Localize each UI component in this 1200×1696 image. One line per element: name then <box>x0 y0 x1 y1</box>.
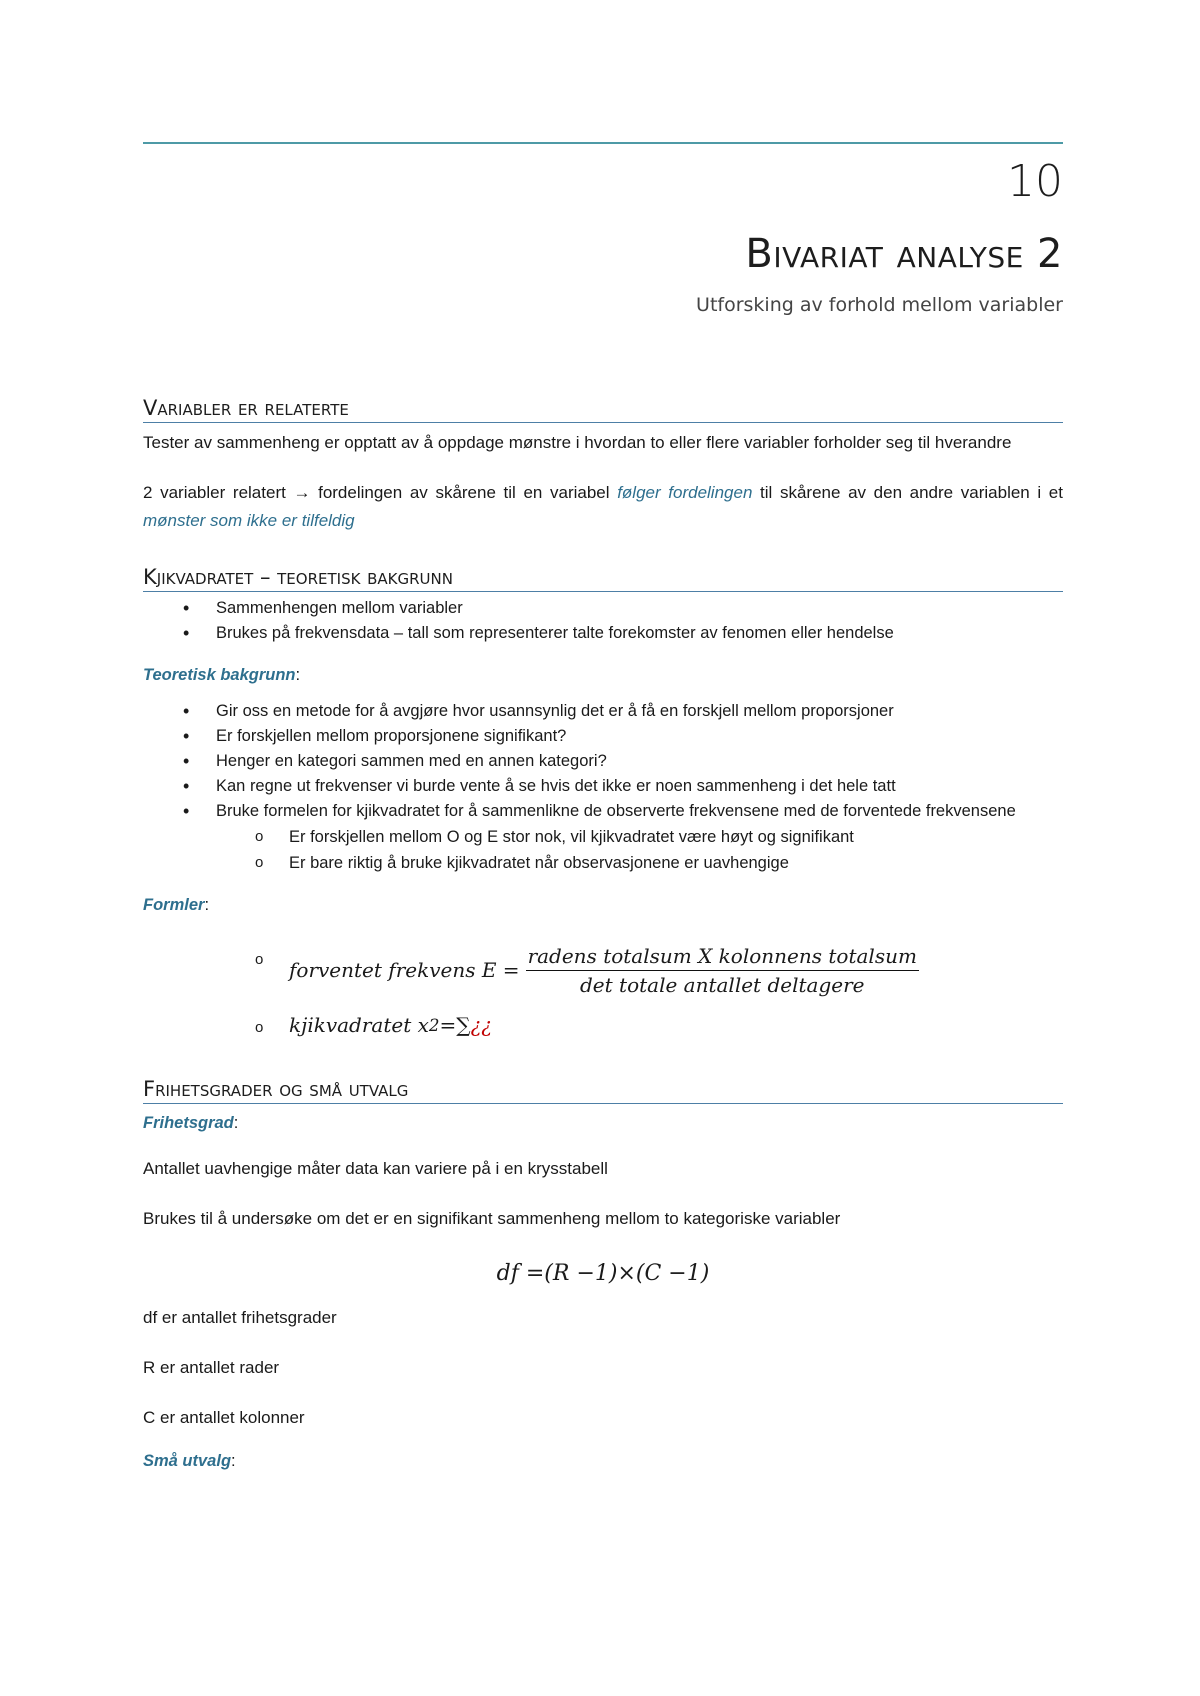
text-span: 2 variabler relatert → fordelingen av skårene til en variabel <box>143 483 618 502</box>
formula-broken-glyphs: ¿¿ <box>470 1013 493 1037</box>
list-item: • Sammenhengen mellom variabler <box>143 596 1063 621</box>
text-span: til skårene av den andre variablen i et <box>752 483 1063 502</box>
label-teoretisk-bakgrunn: Teoretisk bakgrunn: <box>143 666 301 684</box>
chapter-number: 10 <box>1007 156 1063 207</box>
formula-list <box>143 939 1063 1043</box>
label-text: Frihetsgrad <box>143 1114 234 1132</box>
paragraph-df: df er antallet frihetsgrader <box>143 1308 337 1327</box>
list-item: • Brukes på frekvensdata – tall som representerer talte forekomster av fenomen eller hendelse <box>143 621 1063 646</box>
paragraph-relatert <box>143 479 1063 535</box>
list-item: o Er bare riktig å bruke kjikvadratet når observasjonene er uavhengige <box>143 850 1063 876</box>
paragraph-c: C er antallet kolonner <box>143 1408 305 1427</box>
list-item: • Gir oss en metode for å avgjøre hvor usannsynlig det er å få en forskjell mellom proporsjoner <box>143 699 1063 724</box>
list-item: • Henger en kategori sammen med en annen kategori? <box>143 749 1063 774</box>
label-formler: Formler: <box>143 896 210 914</box>
paragraph-brukes: Brukes til å undersøke om det er en signifikant sammenheng mellom to kategoriske variabler <box>143 1209 841 1228</box>
emphasis-folger-fordelingen: følger fordelingen <box>617 483 753 502</box>
label-frihetsgrad: Frihetsgrad: <box>143 1114 239 1132</box>
list-item: • Kan regne ut frekvenser vi burde vente å se hvis det ikke er noen sammenheng i det hele tatt <box>143 774 1063 799</box>
sub-bullet-list <box>143 824 1063 876</box>
list-item: • Bruke formelen for kjikvadratet for å sammenlikne de observerte frekvensene med de forventede frekvensene <box>143 799 1063 824</box>
label-text: Små utvalg <box>143 1452 232 1470</box>
formula-sum: =∑ <box>439 1013 471 1037</box>
section-heading-variabler: Variabler er relaterte <box>143 396 1063 423</box>
formula-lhs: o kjikvadratet x <box>289 1013 429 1037</box>
fraction-denominator: det totale antallet deltagere <box>580 972 865 997</box>
list-item: o Er forskjellen mellom O og E stor nok, vil kjikvadratet være høyt og signifikant <box>143 824 1063 850</box>
page-content <box>143 142 1063 1485</box>
bullet-list <box>143 596 1063 646</box>
label-text: Formler <box>143 896 205 914</box>
label-text: Teoretisk bakgrunn <box>143 666 296 684</box>
label-sma-utvalg: Små utvalg: <box>143 1452 236 1470</box>
paragraph-antallet-uavhengige: Antallet uavhengige måter data kan variere på i en krysstabell <box>143 1159 608 1178</box>
top-rule <box>143 142 1063 144</box>
bullet-list <box>143 699 1063 824</box>
formula-kjikvadratet <box>143 1007 1063 1043</box>
emphasis-monster: mønster som ikke er tilfeldig <box>143 511 355 530</box>
fraction-numerator: radens totalsum X kolonnens totalsum <box>526 944 919 971</box>
paragraph-sammenheng: Tester av sammenheng er opptatt av å oppdage mønstre i hvordan to eller flere variabler forholder seg til hverandre <box>143 433 1012 452</box>
formula-forventet-frekvens <box>143 939 1063 1001</box>
section-heading-frihetsgrader: Frihetsgrader og små utvalg <box>143 1077 1063 1104</box>
section-heading-kjikvadratet: Kjikvadratet – teoretisk bakgrunn <box>143 565 1063 592</box>
formula-df: df =(R −1)×(C −1) <box>496 1261 710 1286</box>
formula-exponent: 2 <box>428 1015 440 1035</box>
list-item: • Er forskjellen mellom proporsjonene signifikant? <box>143 724 1063 749</box>
formula-lhs: o forventet frekvens E = <box>289 958 520 982</box>
fraction <box>526 944 919 997</box>
chapter-title: Bivariat analyse 2 <box>745 231 1063 277</box>
paragraph-r: R er antallet rader <box>143 1358 280 1377</box>
chapter-subtitle: Utforsking av forhold mellom variabler <box>696 294 1063 316</box>
